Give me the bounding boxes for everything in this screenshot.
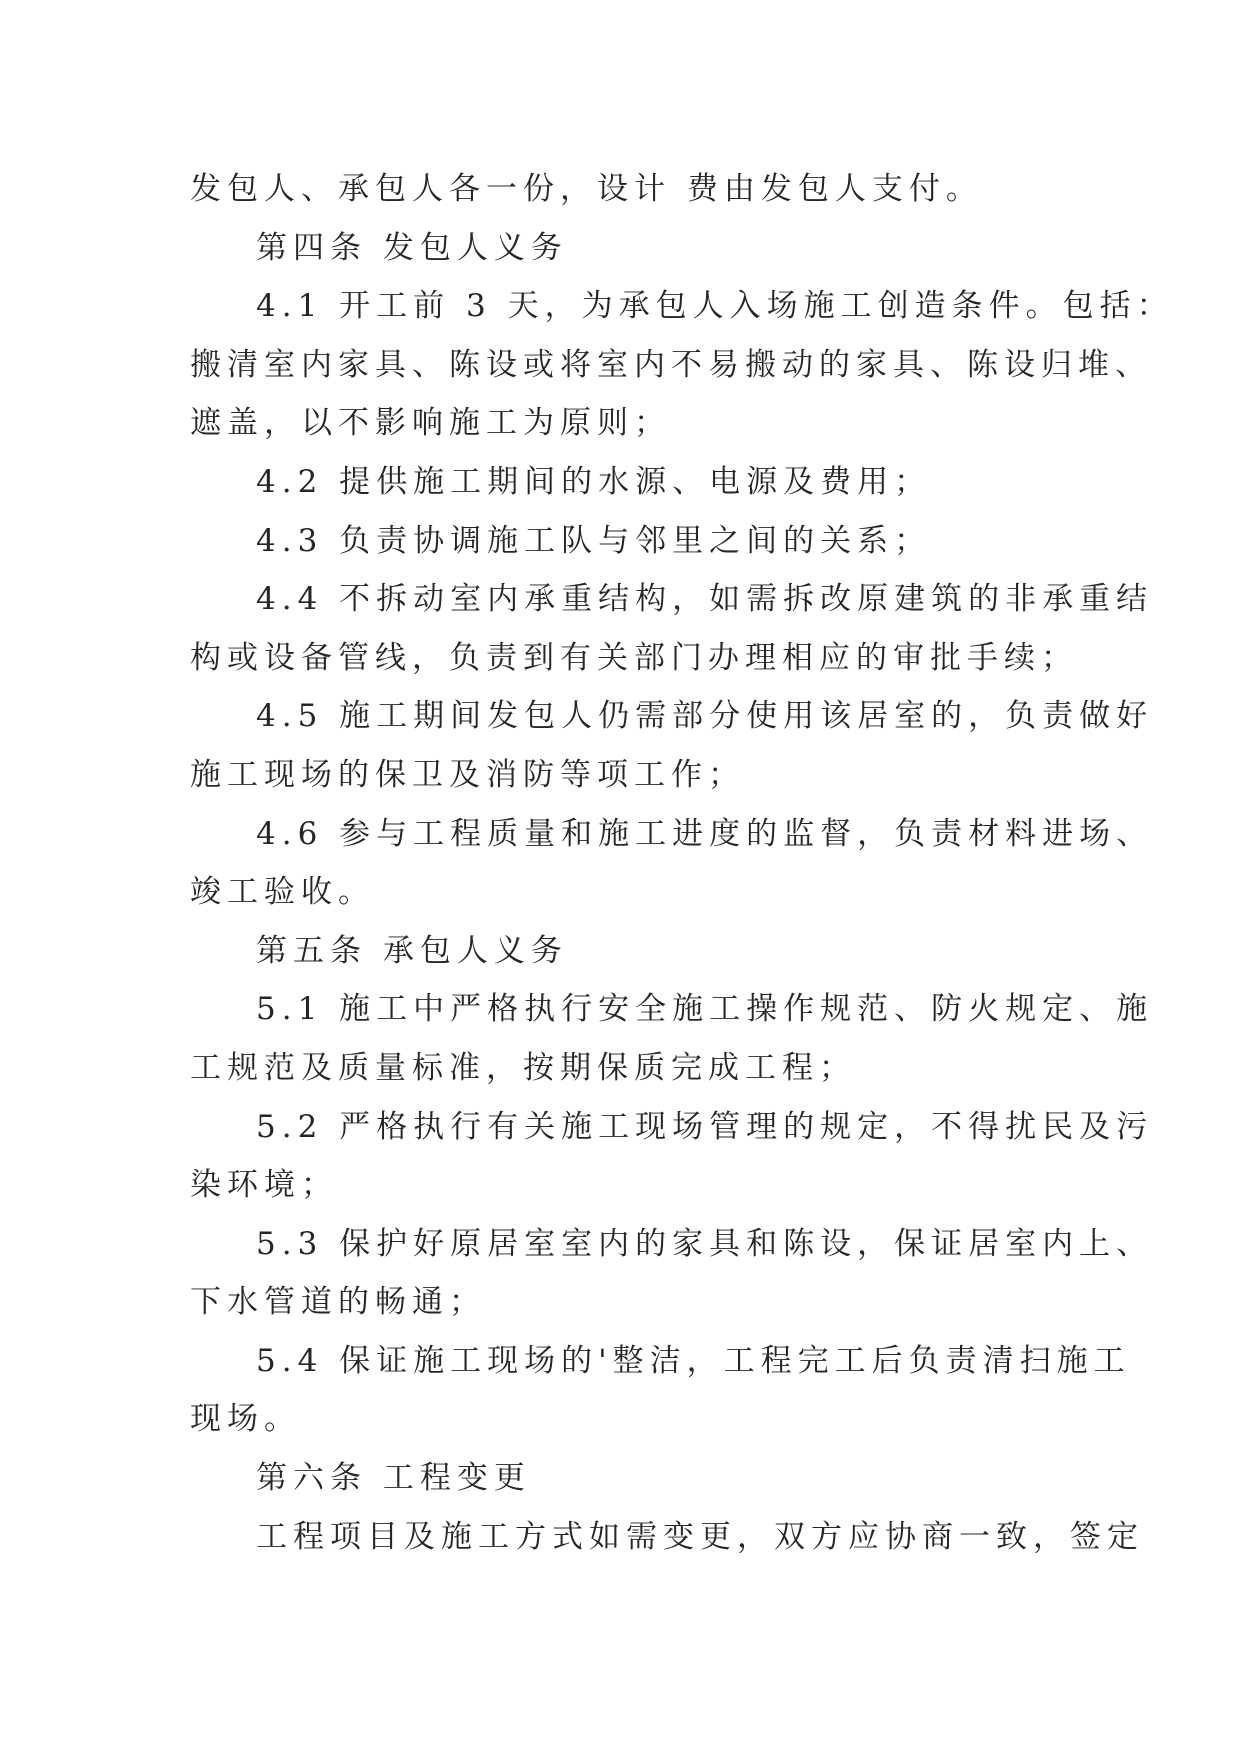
text-line: 5.2 严格执行有关施工现场管理的规定，不得扰民及污 — [256, 1108, 1154, 1145]
section-heading: 第四条 发包人义务 — [256, 229, 568, 266]
text-line: 发包人、承包人各一份，设计 费由发包人支付。 — [190, 171, 983, 207]
text-line: 搬清室内家具、陈设或将室内不易搬动的家具、陈设归堆、 — [190, 346, 1152, 383]
text-line: 4.5 施工期间发包人仍需部分使用该居室的，负责做好 — [256, 698, 1154, 735]
text-line: 竣工验收。 — [190, 874, 375, 911]
text-line: 5.4 保证施工现场的'整洁，工程完工后负责清扫施工 — [256, 1342, 1131, 1379]
text-line: 4.3 负责协调施工队与邻里之间的关系； — [256, 522, 932, 559]
text-line: 4.2 提供施工期间的水源、电源及费用； — [256, 463, 932, 500]
text-line: 染环境； — [190, 1167, 338, 1204]
text-line: 5.1 施工中严格执行安全施工操作规范、防火规定、施 — [256, 991, 1154, 1028]
section-heading: 第五条 承包人义务 — [256, 932, 568, 969]
text-line: 现场。 — [190, 1401, 301, 1438]
document-body — [190, 160, 1174, 1566]
text-line: 施工现场的保卫及消防等项工作； — [190, 756, 745, 793]
text-line: 构或设备管线，负责到有关部门办理相应的审批手续； — [190, 639, 1078, 676]
text-line: 4.6 参与工程质量和施工进度的监督，负责材料进场、 — [256, 815, 1154, 852]
text-line: 工程项目及施工方式如需变更，双方应协商一致，签定 — [256, 1518, 1144, 1555]
text-line: 4.4 不拆动室内承重结构，如需拆改原建筑的非承重结 — [256, 581, 1154, 618]
text-line: 下水管道的畅通； — [190, 1284, 486, 1321]
section-heading: 第六条 工程变更 — [256, 1460, 531, 1497]
text-line: 工规范及质量标准，按期保质完成工程； — [190, 1049, 856, 1086]
text-line: 4.1 开工前 3 天，为承包人入场施工创造条件。包括： — [256, 288, 1174, 325]
text-line: 5.3 保护好原居室室内的家具和陈设，保证居室内上、 — [256, 1225, 1154, 1262]
text-line: 遮盖，以不影响施工为原则； — [190, 405, 671, 442]
